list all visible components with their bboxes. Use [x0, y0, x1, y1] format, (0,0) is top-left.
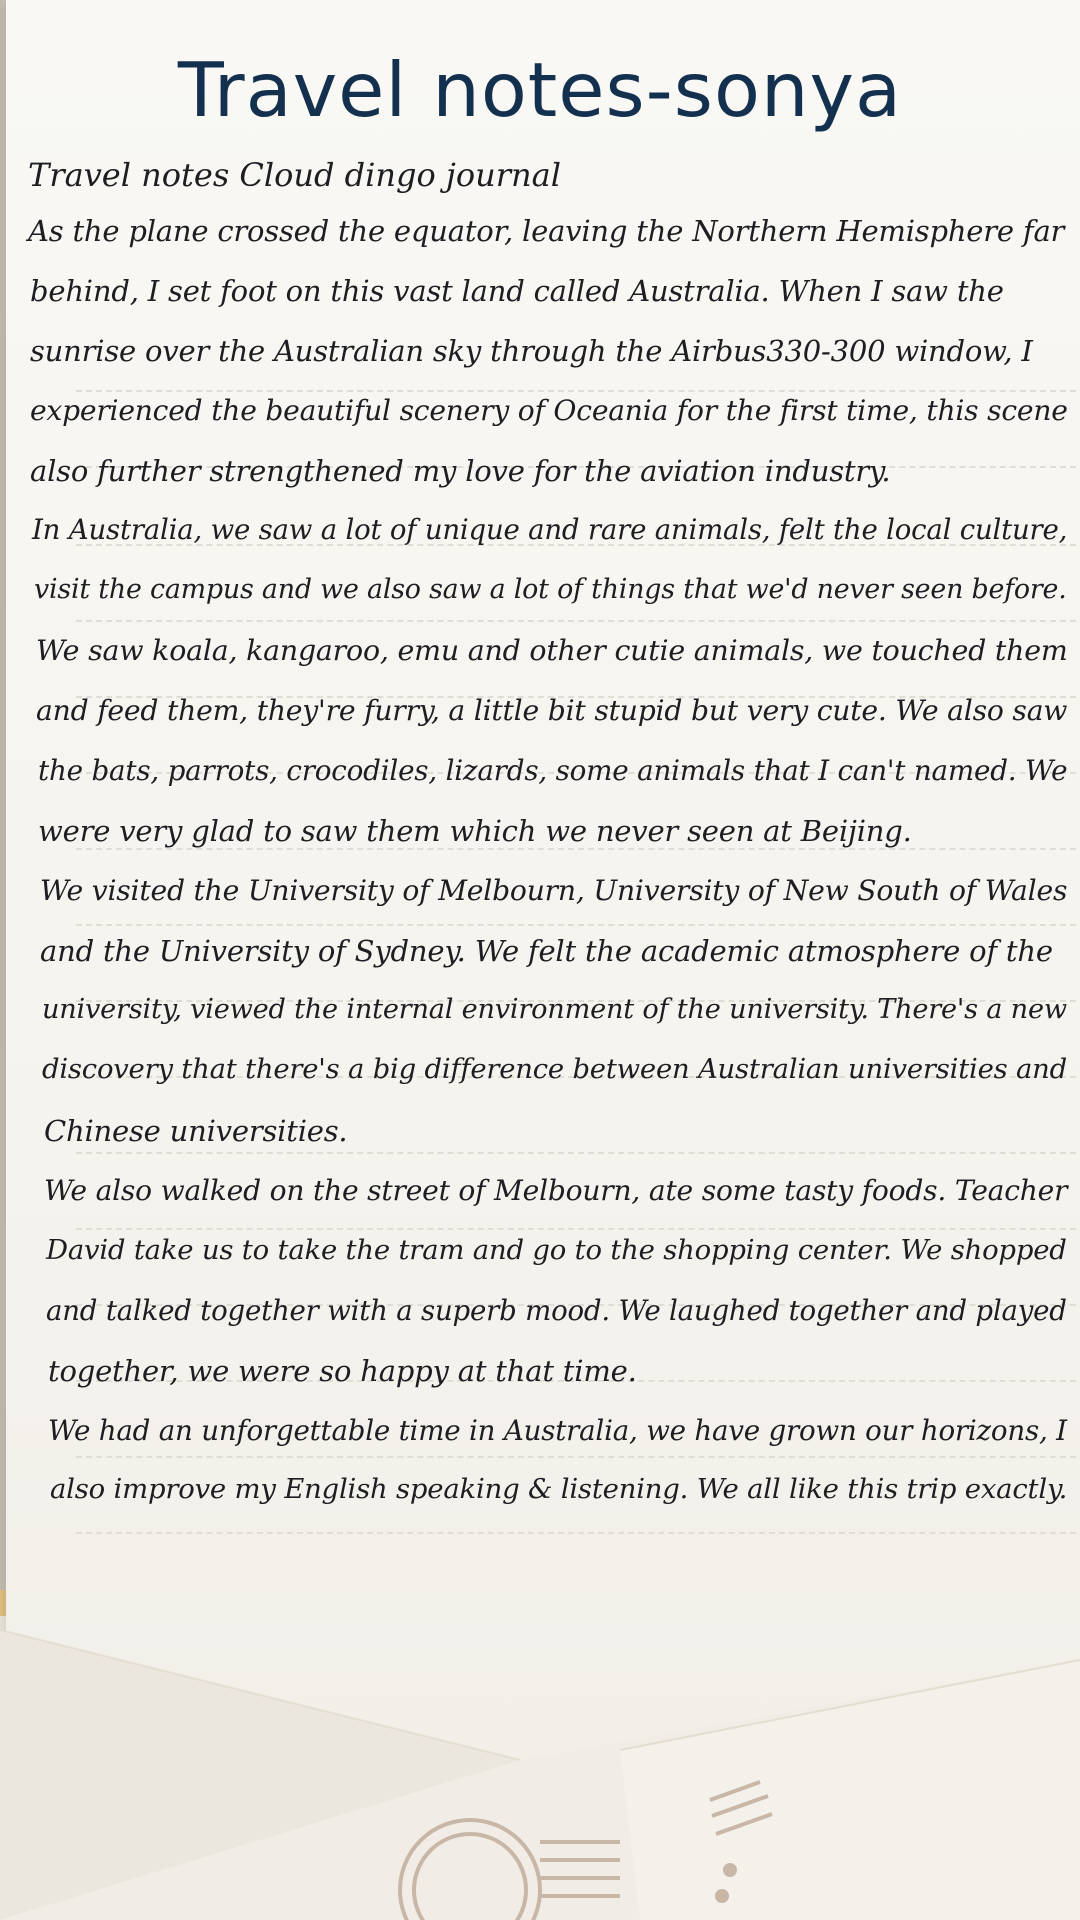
- text-line: and feed them, they're furry, a little bit stupid but very cute. We also saw: [36, 694, 1068, 727]
- text-line: We visited the University of Melbourn, University of New South of Wales: [40, 874, 1068, 907]
- ruled-line: [76, 1456, 1076, 1458]
- text-line: As the plane crossed the equator, leaving the Northern Hemisphere far: [28, 214, 1065, 248]
- text-line: We had an unforgettable time in Australia, we have grown our horizons, I: [48, 1414, 1067, 1447]
- ruled-line: [76, 390, 1076, 392]
- text-line: also improve my English speaking & listening. We all like this trip exactly.: [50, 1474, 1068, 1505]
- text-line: also further strengthened my love for the aviation industry.: [30, 454, 891, 488]
- text-line: university, viewed the internal environment of the university. There's a new: [42, 994, 1067, 1025]
- text-line: discovery that there's a big difference between Australian universities and: [42, 1054, 1067, 1085]
- ruled-line: [76, 1228, 1076, 1230]
- journal-subtitle: Travel notes Cloud dingo journal: [28, 156, 561, 194]
- ruled-line: [76, 848, 1076, 850]
- text-line: David take us to take the tram and go to the shopping center. We shopped: [46, 1234, 1067, 1266]
- text-line: In Australia, we saw a lot of unique and rare animals, felt the local culture,: [32, 514, 1068, 546]
- text-line: behind, I set foot on this vast land called Australia. When I saw the: [30, 274, 1004, 308]
- text-line: experienced the beautiful scenery of Oceania for the first time, this scene: [30, 394, 1068, 427]
- ruled-line: [76, 620, 1076, 622]
- text-line: were very glad to saw them which we never seen at Beijing.: [38, 814, 912, 848]
- text-line: and the University of Sydney. We felt the academic atmosphere of the: [40, 934, 1053, 968]
- ruled-line: [76, 924, 1076, 926]
- text-line: Chinese universities.: [44, 1114, 348, 1148]
- text-line: We also walked on the street of Melbourn, ate some tasty foods. Teacher: [44, 1174, 1068, 1207]
- text-line: the bats, parrots, crocodiles, lizards, some animals that I can't named. We: [38, 754, 1068, 787]
- text-line: together, we were so happy at that time.: [48, 1354, 637, 1388]
- text-line: sunrise over the Australian sky through the Airbus330-300 window, I: [30, 334, 1033, 368]
- text-line: We saw koala, kangaroo, emu and other cutie animals, we touched them: [36, 634, 1068, 667]
- ruled-line: [76, 1532, 1076, 1534]
- text-line: and talked together with a superb mood. We laughed together and played: [46, 1294, 1067, 1327]
- ruled-line: [76, 1152, 1076, 1154]
- envelope-icon: [0, 1620, 1080, 1920]
- page-title: Travel notes-sonya: [177, 46, 903, 134]
- text-line: visit the campus and we also saw a lot of things that we'd never seen before.: [34, 574, 1067, 605]
